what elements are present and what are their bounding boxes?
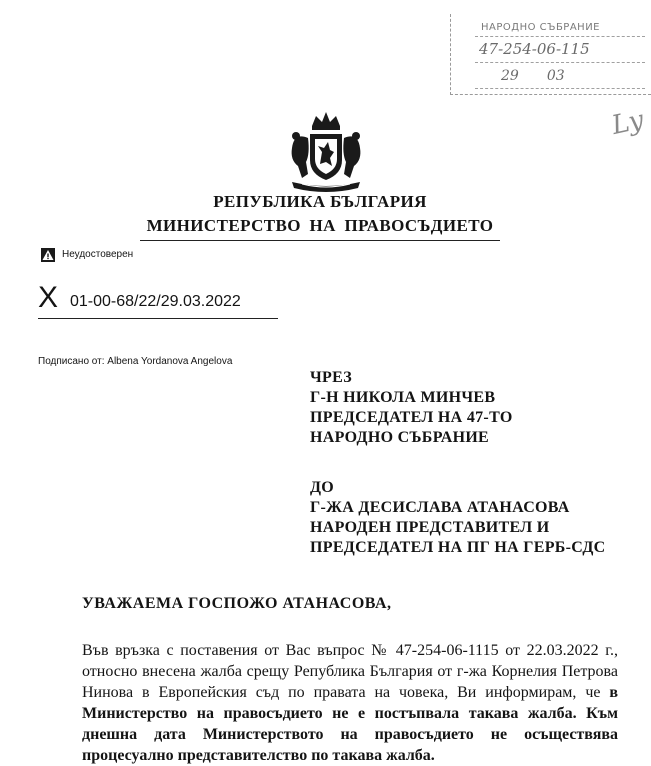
stamp-institution: НАРОДНО СЪБРАНИЕ (481, 22, 601, 33)
via-label: ЧРЕЗ (310, 369, 353, 386)
header-country: РЕПУБЛИКА БЪЛГАРИЯ (213, 192, 427, 211)
to-name: Г-ЖА ДЕСИСЛАВА АТАНАСОВА (310, 499, 570, 516)
signature-line (38, 318, 278, 319)
registration-stamp (450, 14, 651, 95)
body-paragraph (82, 640, 618, 766)
body-text: Във връзка с поставения от Вас въпрос № 47-254-06-1115 от 22.03.2022 г., относно внесена жалба срещу Република България от г-жа Корнелия Петрова Нинова в Европейския съд по правата на човека, Ви информирам, че (82, 642, 618, 701)
header-divider (140, 240, 500, 241)
letter-body (82, 640, 618, 766)
handwritten-mark: Ly (609, 105, 647, 141)
header-ministry: МИНИСТЕРСТВО НА ПРАВОСЪДИЕТО (146, 216, 494, 235)
signed-by: Подписано от: Albena Yordanova Angelova (38, 356, 233, 367)
stamp-number: 47-254-06-115 (479, 40, 590, 58)
to-label: ДО (310, 479, 335, 496)
salutation: УВАЖАЕМА ГОСПОЖО АТАНАСОВА, (82, 595, 392, 612)
stamp-date-month: 03 (546, 68, 565, 84)
registration-number: 01-00-68/22/29.03.2022 (70, 293, 241, 310)
via-institution: НАРОДНО СЪБРАНИЕ (310, 429, 490, 446)
signature-status: Неудостоверен (62, 249, 134, 260)
via-title: ПРЕДСЕДАТЕЛ НА 47-ТО (310, 409, 513, 426)
via-name: Г-Н НИКОЛА МИНЧЕВ (310, 389, 496, 406)
warning-icon (41, 248, 55, 262)
stamp-date (501, 68, 593, 84)
to-title: НАРОДЕН ПРЕДСТАВИТЕЛ И (310, 519, 550, 536)
signature-x-mark: X (38, 281, 59, 314)
to-position: ПРЕДСЕДАТЕЛ НА ПГ НА ГЕРБ-СДС (310, 539, 606, 556)
body-bold-text: в Министерство на правосъдието не е постъпвала такава жалба. Към днешна дата Министерството на правосъдието не осъществява процесуално представителство по такава жалба. (82, 684, 618, 764)
coat-of-arms-emblem (272, 108, 380, 198)
stamp-date-day: 29 (501, 68, 519, 84)
